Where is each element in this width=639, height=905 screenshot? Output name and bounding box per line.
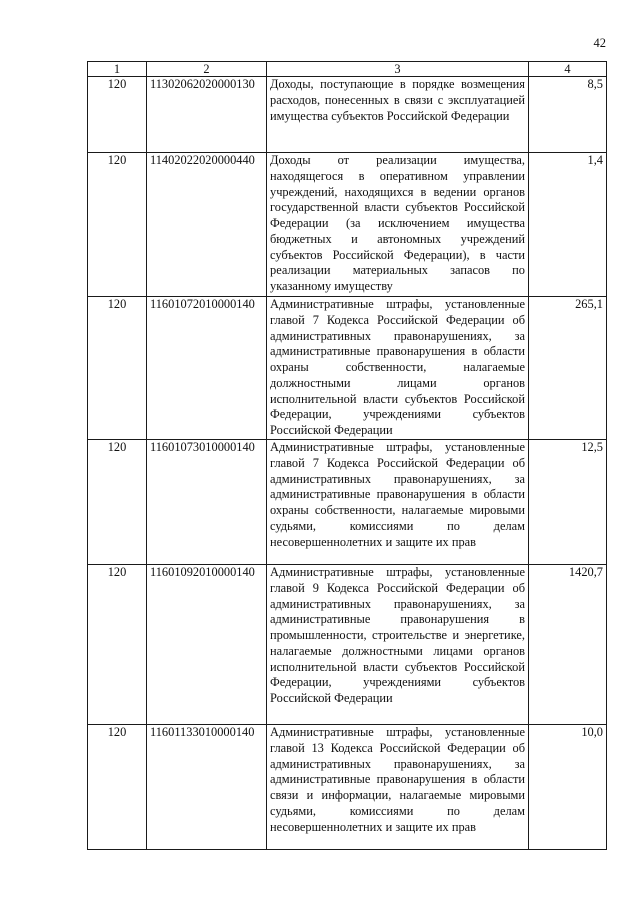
amount-cell: 1,4 [529,153,607,297]
column-header-2: 2 [147,62,267,77]
table-row [88,725,607,850]
revenue-description-cell: Доходы, поступающие в порядке возмещения расходов, понесенных в связи с эксплуатацией имущества субъектов Российской Федерации [267,77,529,153]
revenue-code-cell: 11601073010000140 [147,440,267,565]
amount-cell: 10,0 [529,725,607,850]
administrator-code-cell: 120 [88,153,147,297]
revenue-code-cell: 11601092010000140 [147,565,267,725]
amount-cell: 265,1 [529,297,607,440]
revenue-code-cell: 11402022020000440 [147,153,267,297]
revenue-description-cell: Административные штрафы, установленные главой 7 Кодекса Российской Федерации об административных правонарушениях, за административные правонарушения в области охраны собственности, налагаемые должностными лицами органов исполнительной власти субъектов Российской Федерации, учреждениями субъектов Российской Федерации [267,297,529,440]
administrator-code-cell: 120 [88,77,147,153]
table-row [88,153,607,297]
table-row [88,77,607,153]
page-number: 42 [593,36,606,50]
revenue-code-cell: 11601072010000140 [147,297,267,440]
column-header-4: 4 [529,62,607,77]
administrator-code-cell: 120 [88,297,147,440]
revenue-code-cell: 11302062020000130 [147,77,267,153]
table-row [88,297,607,440]
revenue-description-cell: Административные штрафы, установленные главой 13 Кодекса Российской Федерации об административных правонарушениях, за административные правонарушения в области связи и информации, налагаемые мировыми судьями, комиссиями по делам несовершеннолетних и защите их прав [267,725,529,850]
budget-revenue-table [87,61,607,850]
administrator-code-cell: 120 [88,565,147,725]
column-header-3: 3 [267,62,529,77]
table-row [88,565,607,725]
amount-cell: 8,5 [529,77,607,153]
revenue-description-cell: Административные штрафы, установленные главой 7 Кодекса Российской Федерации об административных правонарушениях, за административные правонарушения в области охраны собственности, налагаемые мировыми судьями, комиссиями по делам несовершеннолетних и защите их прав [267,440,529,565]
revenue-description-cell: Доходы от реализации имущества, находящегося в оперативном управлении учреждений, находящихся в ведении органов государственной власти субъектов Российской Федерации (за исключением имущества бюджетных и автономных учреждений субъектов Российской Федерации), в части реализации материальных запасов по указанному имуществу [267,153,529,297]
amount-cell: 1420,7 [529,565,607,725]
administrator-code-cell: 120 [88,725,147,850]
administrator-code-cell: 120 [88,440,147,565]
column-header-1: 1 [88,62,147,77]
amount-cell: 12,5 [529,440,607,565]
revenue-description-cell: Административные штрафы, установленные главой 9 Кодекса Российской Федерации об административных правонарушениях, за административные правонарушения в промышленности, строительстве и энергетике, налагаемые должностными лицами органов исполнительной власти субъектов Российской Федерации, учреждениями субъектов Российской Федерации [267,565,529,725]
revenue-code-cell: 11601133010000140 [147,725,267,850]
table-row [88,440,607,565]
column-number-row [88,62,607,77]
